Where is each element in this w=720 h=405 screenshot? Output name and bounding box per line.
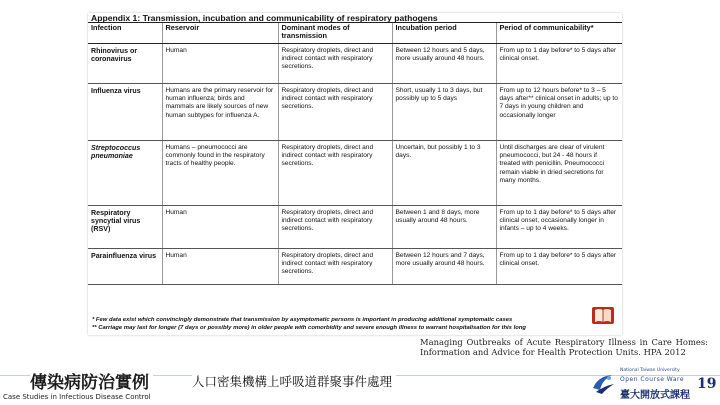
footer-english-title: Case Studies in Infectious Disease Control — [3, 393, 151, 401]
cell-incubation: Short, usually 1 to 3 days, but possibly up to 5 days — [392, 83, 496, 140]
header-communicability: Period of communicability* — [496, 23, 622, 43]
footer-lecture-subtitle: 人口密集機構上呼吸道群聚事件處理 — [192, 372, 396, 390]
table-row — [88, 248, 622, 284]
cell-communicability: From up to 1 day before* to 5 days after clinical onset. — [496, 248, 622, 284]
footnote-asymptomatic: * Few data exist which convincingly demonstrate that transmission by asymptomatic persons is important in producing additional symptomatic cases — [92, 317, 513, 323]
header-transmission: Dominant modes of transmission — [278, 23, 392, 43]
cell-infection: Rhinovirus or coronavirus — [88, 43, 162, 83]
ocw-swirl-icon — [590, 370, 616, 396]
cell-reservoir: Humans are the primary reservoir for human influenza; birds and mammals are likely sources of new human subtypes for influenza A. — [162, 83, 278, 140]
cell-communicability: Until discharges are clear of virulent pneumococci, but 24 - 48 hours if treated with penicillin. Pneumococci remain viable in dried secretions for many months. — [496, 140, 622, 205]
cell-transmission: Respiratory droplets, direct and indirect contact with respiratory secretions. — [278, 43, 392, 83]
cell-transmission: Respiratory droplets, direct and indirect contact with respiratory secretions. — [278, 205, 392, 248]
header-reservoir: Reservoir — [162, 23, 278, 43]
cell-communicability: From up to 12 hours before* to 3 – 5 days after** clinical onset in adults; up to 7 days in young children and occasionally longer — [496, 83, 622, 140]
cell-reservoir: Human — [162, 248, 278, 284]
appendix-title: Appendix 1: Transmission, incubation and communicability of respiratory pathogens — [88, 13, 622, 23]
cell-reservoir: Human — [162, 205, 278, 248]
cell-infection: Influenza virus — [88, 83, 162, 140]
cell-transmission: Respiratory droplets, direct and indirect contact with respiratory secretions. — [278, 83, 392, 140]
footnote-carriage: ** Carriage may last for longer (7 days or possibly more) in older people with comorbidity and severe enough illness to warrant hospitalisation for this long — [92, 325, 527, 331]
table-header-row — [88, 23, 622, 43]
cell-infection: Respiratory syncytial virus (RSV) — [88, 205, 162, 248]
logo-university-name: National Taiwan University — [620, 368, 680, 373]
cell-communicability: From up to 1 day before* to 5 days after clinical onset, occasionally longer in infants – up to 4 weeks. — [496, 205, 622, 248]
footer-course-title: 傳染病防治實例 — [30, 368, 153, 393]
logo-ocw-chinese: 臺大開放式課程 — [620, 390, 690, 401]
cell-transmission: Respiratory droplets, direct and indirect contact with respiratory secretions. — [278, 248, 392, 284]
table-row — [88, 140, 622, 205]
table-row — [88, 83, 622, 140]
cell-communicability: From up to 1 day before* to 5 days after clinical onset. — [496, 43, 622, 83]
appendix-table-image — [88, 13, 622, 335]
cell-incubation: Between 1 and 8 days, more usually around 48 hours. — [392, 205, 496, 248]
table-row — [88, 205, 622, 248]
transmission-table — [88, 23, 622, 285]
cell-incubation: Between 12 hours and 5 days, more usually around 48 hours. — [392, 43, 496, 83]
book-icon — [591, 305, 615, 326]
cell-reservoir: Humans – pneumococci are commonly found in the respiratory tracts of healthy people. — [162, 140, 278, 205]
cell-transmission: Respiratory droplets, direct and indirect contact with respiratory secretions. — [278, 140, 392, 205]
header-incubation: Incubation period — [392, 23, 496, 43]
logo-ocw-name: Open Course Ware — [620, 376, 685, 383]
source-citation: Managing Outbreaks of Acute Respiratory Illness in Care Homes: Information and Advice for Health Protection Units. HPA 2012 — [420, 337, 708, 357]
cell-infection: Streptococcus pneumoniae — [88, 140, 162, 205]
appendix-footnotes — [92, 316, 618, 332]
cell-reservoir: Human — [162, 43, 278, 83]
header-infection: Infection — [88, 23, 162, 43]
cell-incubation: Between 12 hours and 7 days, more usually around 48 hours. — [392, 248, 496, 284]
table-row — [88, 43, 622, 83]
ntu-ocw-logo — [590, 366, 690, 402]
cell-incubation: Uncertain, but possibly 1 to 3 days. — [392, 140, 496, 205]
cell-infection: Parainfluenza virus — [88, 248, 162, 284]
page-number: 19 — [697, 376, 717, 392]
